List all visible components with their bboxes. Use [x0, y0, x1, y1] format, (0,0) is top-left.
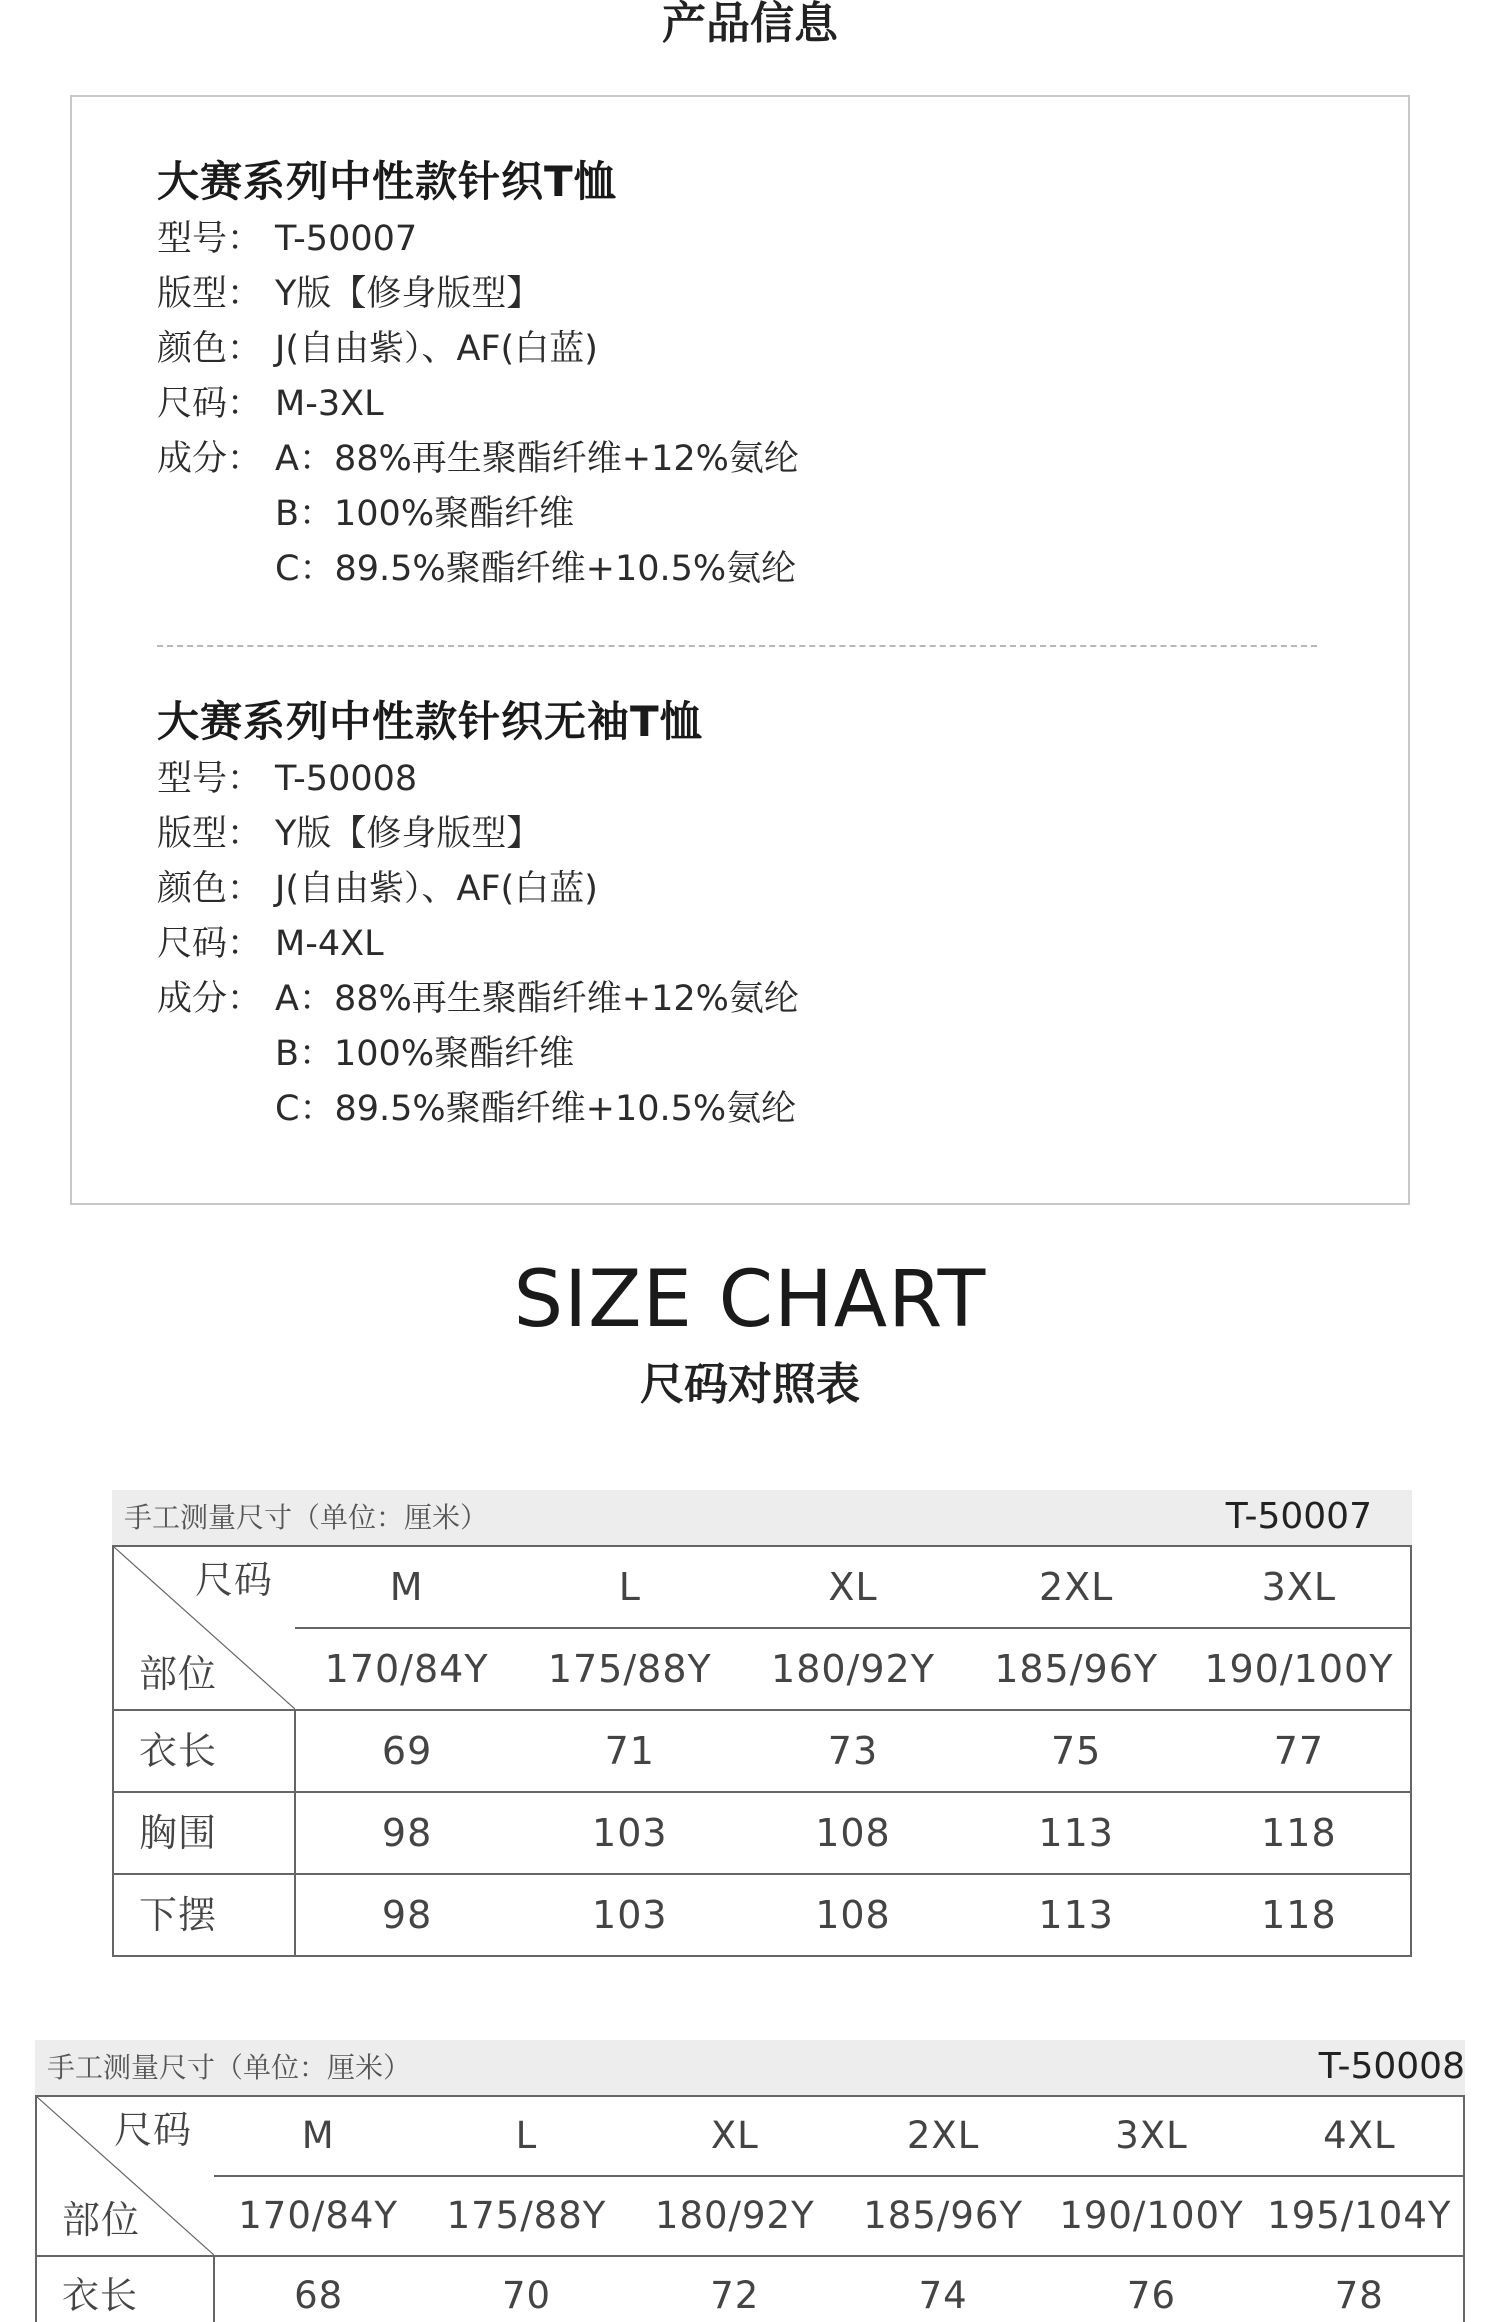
height-row — [36, 2176, 1464, 2256]
table-cell: 98 — [295, 1874, 518, 1956]
fit-label: 版型： — [157, 814, 263, 854]
table-cell: 103 — [518, 1792, 741, 1874]
table-cell: 108 — [741, 1874, 964, 1956]
model-label: 型号： — [157, 759, 263, 799]
product-name: 大赛系列中性款针织T恤 — [157, 157, 617, 206]
product-card — [157, 692, 1317, 1137]
height-header: 185/96Y — [839, 2176, 1047, 2256]
height-header: 190/100Y — [1188, 1628, 1411, 1710]
row-label: 下摆 — [113, 1874, 295, 1956]
table-cell: 108 — [741, 1792, 964, 1874]
height-header: 170/84Y — [295, 1628, 518, 1710]
height-header: 180/92Y — [741, 1628, 964, 1710]
product-card — [157, 152, 1317, 597]
size-header: 4XL — [1323, 2114, 1396, 2157]
size-header: XL — [710, 2114, 759, 2157]
material-row — [157, 972, 1317, 1027]
model-code: T-50007 — [1225, 1496, 1372, 1537]
size-header: 2XL — [1038, 1565, 1114, 1609]
model-code: T-50008 — [1318, 2046, 1465, 2087]
table-cell: 73 — [741, 1710, 964, 1792]
unit-note: 手工测量尺寸（单位：厘米） — [47, 2051, 412, 2084]
unit-note: 手工测量尺寸（单位：厘米） — [124, 1501, 489, 1534]
model-row — [157, 212, 1317, 267]
table-row — [113, 1710, 1411, 1792]
size-header: 3XL — [1115, 2114, 1188, 2157]
material-value: C：89.5%聚酯纤维+10.5%氨纶 — [275, 549, 797, 589]
material-value: B：100%聚酯纤维 — [275, 494, 575, 534]
table-cell: 69 — [295, 1710, 518, 1792]
material-label: 成分： — [157, 439, 263, 479]
material-value: A：88%再生聚酯纤维+12%氨纶 — [275, 439, 799, 479]
material-value: A：88%再生聚酯纤维+12%氨纶 — [275, 979, 799, 1019]
size-table-t50008 — [35, 2040, 1465, 2322]
table-cell: 78 — [1256, 2256, 1464, 2322]
table-row — [113, 1874, 1411, 1956]
size-row — [157, 377, 1317, 432]
row-label: 胸围 — [113, 1792, 295, 1874]
material-value: B：100%聚酯纤维 — [275, 1034, 575, 1074]
model-value: T-50008 — [275, 759, 418, 799]
corner-bottom-label: 部位 — [62, 2198, 141, 2242]
size-header: 3XL — [1261, 1565, 1337, 1609]
table-cell: 68 — [214, 2256, 422, 2322]
size-header: 2XL — [906, 2114, 980, 2157]
size-label: 尺码： — [157, 384, 263, 424]
table-cell: 71 — [518, 1710, 741, 1792]
size-chart-subtitle: 尺码对照表 — [640, 1359, 860, 1410]
material-label: 成分： — [157, 979, 263, 1019]
size-table-t50007 — [112, 1490, 1412, 1957]
height-header: 195/104Y — [1256, 2176, 1464, 2256]
size-table-grid — [112, 1545, 1412, 1957]
row-label: 衣长 — [36, 2256, 214, 2322]
corner-top-label: 尺码 — [194, 1558, 273, 1602]
fit-row — [157, 267, 1317, 322]
fit-label: 版型： — [157, 274, 263, 314]
height-header: 180/92Y — [631, 2176, 839, 2256]
table-row — [113, 1792, 1411, 1874]
size-header: M — [389, 1565, 424, 1609]
table-cell: 103 — [518, 1874, 741, 1956]
product-name: 大赛系列中性款针织无袖T恤 — [157, 697, 703, 746]
color-label: 颜色： — [157, 869, 263, 909]
height-header: 170/84Y — [214, 2176, 422, 2256]
color-label: 颜色： — [157, 329, 263, 369]
model-label: 型号： — [157, 219, 263, 259]
table-cell: 118 — [1188, 1792, 1411, 1874]
size-value: M-3XL — [275, 384, 384, 424]
corner-cell — [36, 2096, 214, 2256]
height-header: 175/88Y — [422, 2176, 630, 2256]
color-value: J(自由紫）、AF(白蓝) — [275, 869, 598, 909]
size-header: L — [618, 1565, 641, 1609]
size-header: XL — [828, 1565, 878, 1609]
table-cell: 70 — [422, 2256, 630, 2322]
size-row — [113, 1546, 1411, 1628]
color-row — [157, 862, 1317, 917]
height-header: 175/88Y — [518, 1628, 741, 1710]
fit-row — [157, 807, 1317, 862]
product-info-box — [70, 95, 1410, 1205]
table-row — [36, 2256, 1464, 2322]
size-chart-title: SIZE CHART — [513, 1255, 987, 1345]
corner-bottom-label: 部位 — [139, 1652, 218, 1696]
table-cell: 74 — [839, 2256, 1047, 2322]
model-value: T-50007 — [275, 219, 418, 259]
size-header: M — [301, 2114, 335, 2157]
table-cell: 113 — [965, 1792, 1188, 1874]
size-row — [157, 917, 1317, 972]
fit-value: Y版【修身版型】 — [275, 814, 542, 854]
table-cell: 75 — [965, 1710, 1188, 1792]
material-row — [157, 432, 1317, 487]
row-label: 衣长 — [113, 1710, 295, 1792]
color-row — [157, 322, 1317, 377]
size-table-header — [112, 1490, 1412, 1545]
model-row — [157, 752, 1317, 807]
height-header: 190/100Y — [1047, 2176, 1255, 2256]
table-cell: 72 — [631, 2256, 839, 2322]
corner-top-label: 尺码 — [113, 2108, 192, 2152]
table-cell: 98 — [295, 1792, 518, 1874]
size-value: M-4XL — [275, 924, 384, 964]
table-cell: 113 — [965, 1874, 1188, 1956]
size-header: L — [515, 2114, 538, 2157]
dashed-divider — [157, 645, 1317, 647]
color-value: J(自由紫）、AF(白蓝) — [275, 329, 598, 369]
fit-value: Y版【修身版型】 — [275, 274, 542, 314]
page-title: 产品信息 — [662, 0, 838, 49]
material-value: C：89.5%聚酯纤维+10.5%氨纶 — [275, 1089, 797, 1129]
table-cell: 118 — [1188, 1874, 1411, 1956]
table-cell: 77 — [1188, 1710, 1411, 1792]
size-row — [36, 2096, 1464, 2176]
height-row — [113, 1628, 1411, 1710]
size-label: 尺码： — [157, 924, 263, 964]
corner-cell — [113, 1546, 295, 1710]
height-header: 185/96Y — [965, 1628, 1188, 1710]
size-table-grid — [35, 2095, 1465, 2322]
table-cell: 76 — [1047, 2256, 1255, 2322]
size-table-header — [35, 2040, 1465, 2095]
